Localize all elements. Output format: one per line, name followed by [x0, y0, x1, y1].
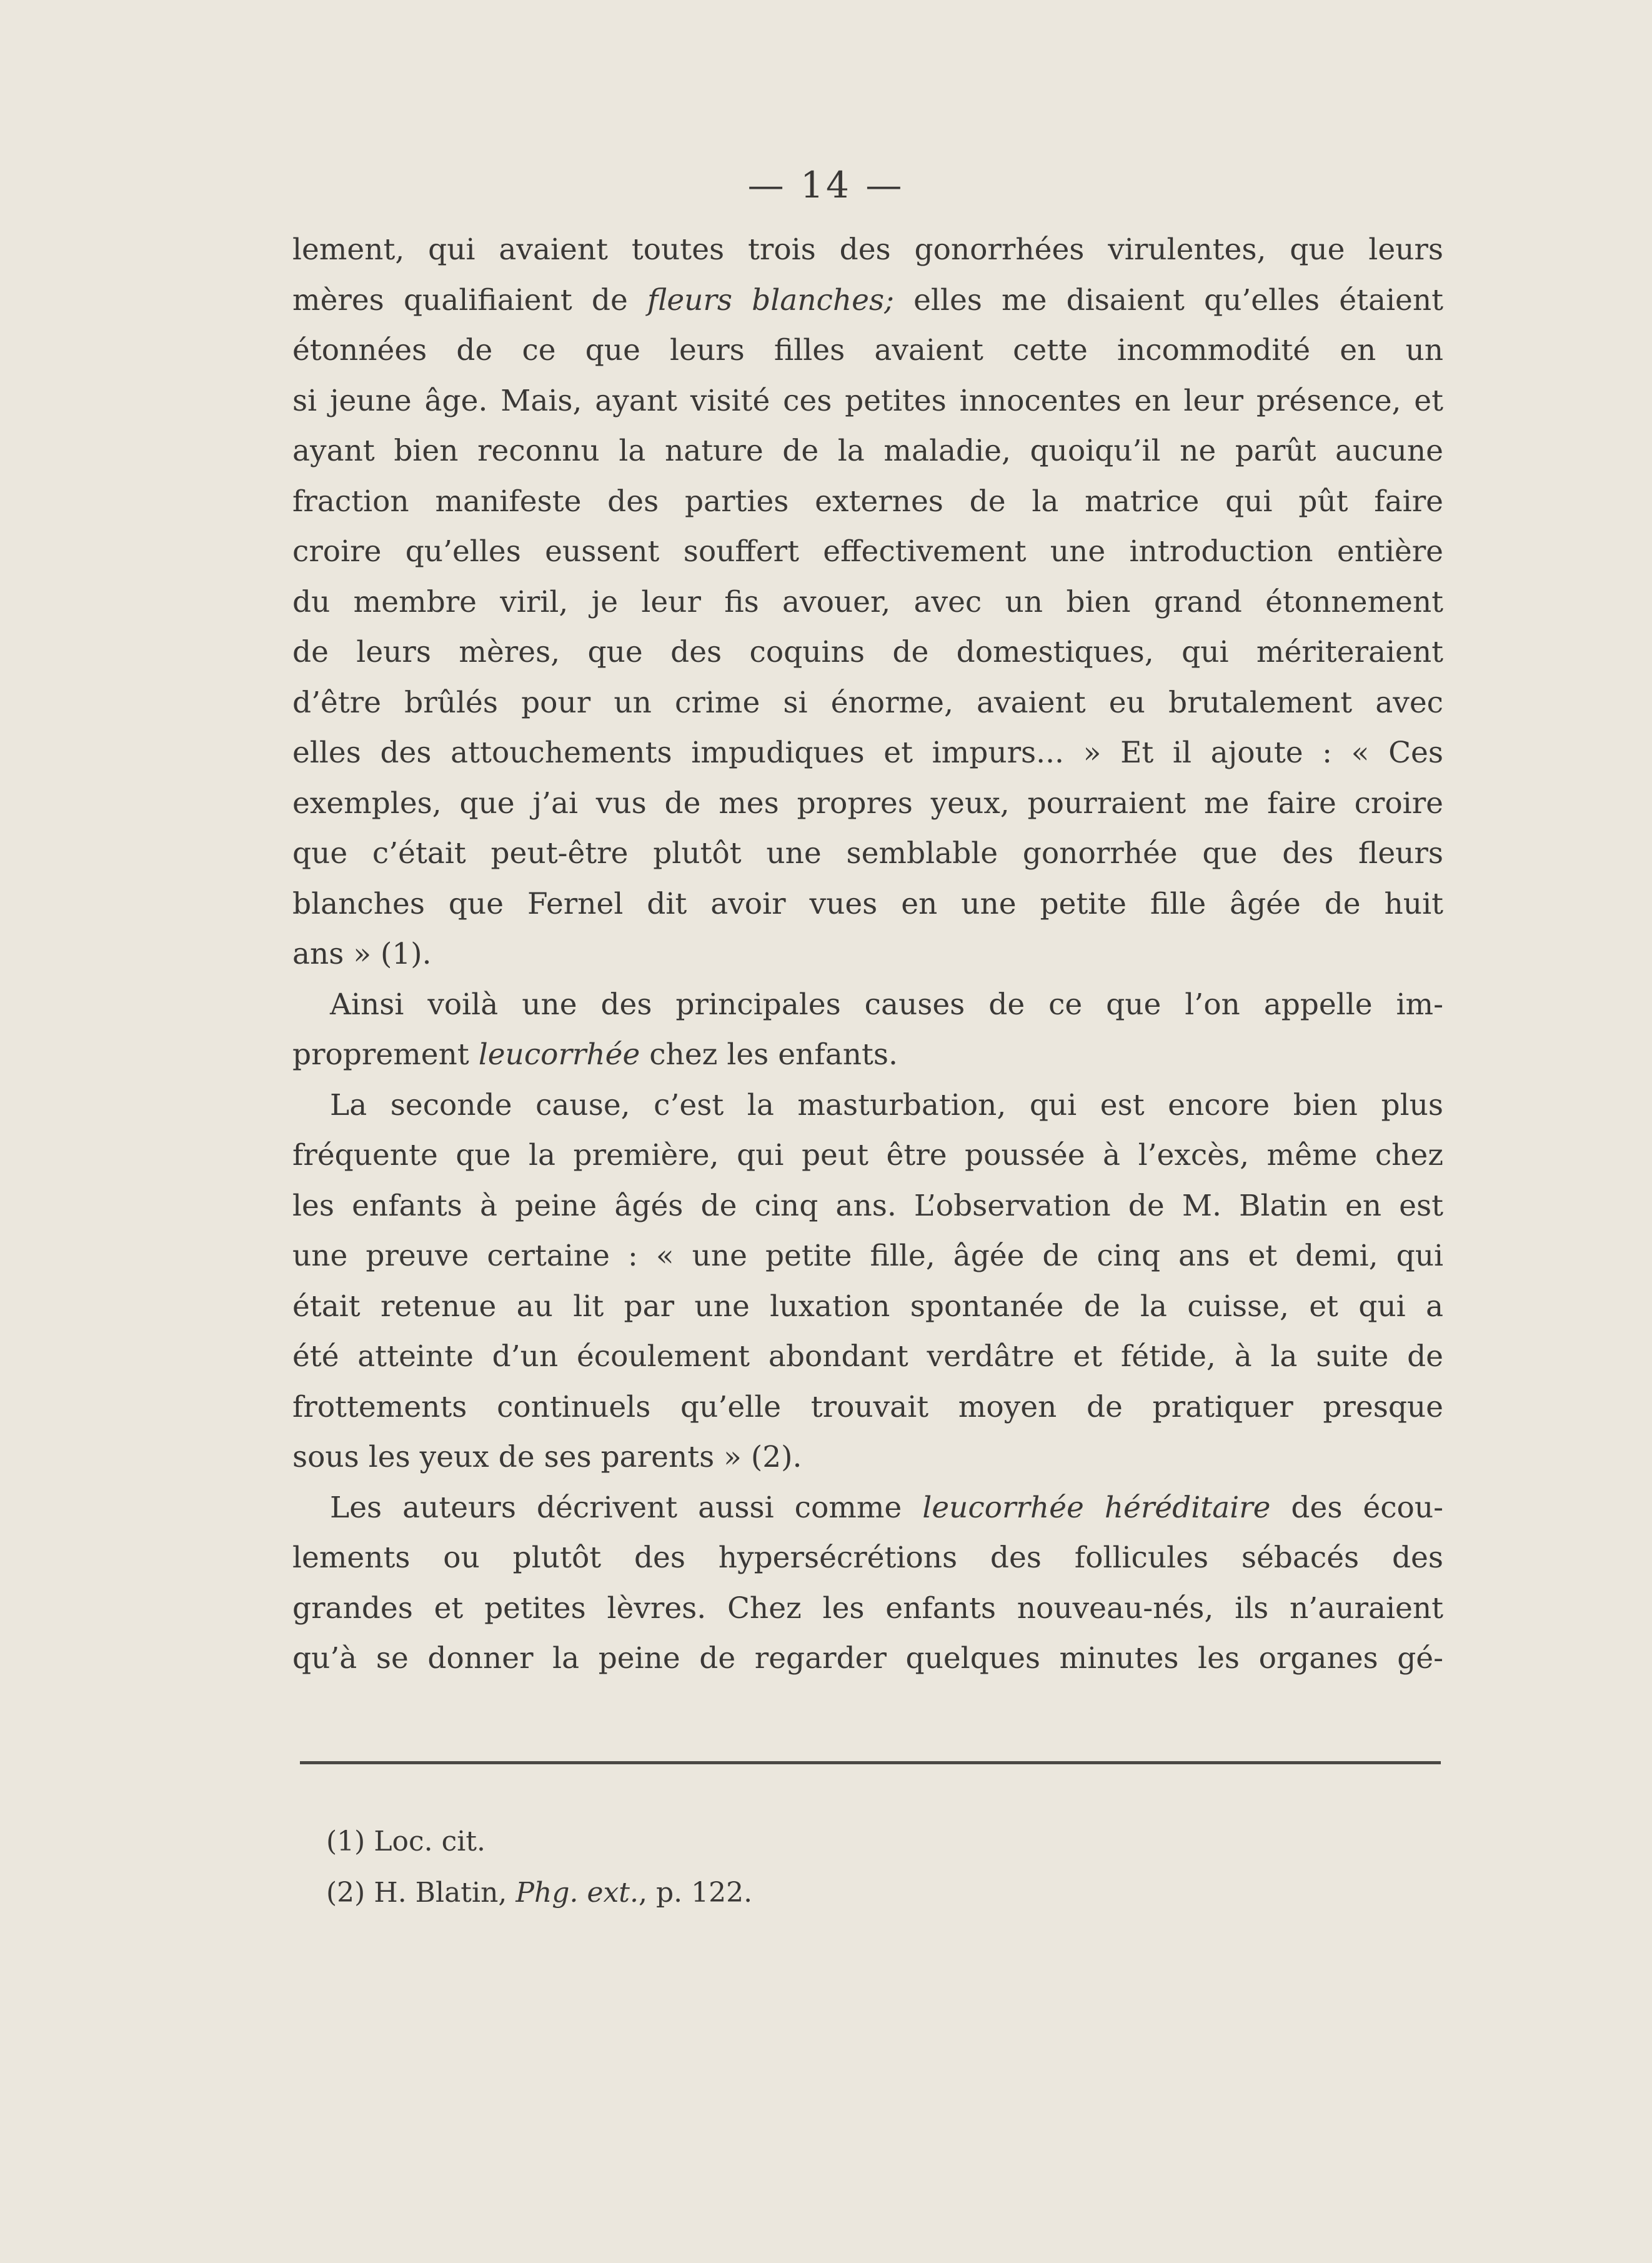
text-line: fraction manifeste des parties externes de la matrice qui pût faire [292, 484, 1443, 519]
paragraph-line [292, 728, 1443, 779]
text-line: chez les enfants. [640, 1037, 898, 1072]
paragraph-line [292, 980, 1443, 1031]
text-line: si jeune âge. Mais, ayant visité ces petites innocentes en leur présence, et [292, 383, 1443, 418]
italic-phrase: leucorrhée héréditaire [922, 1490, 1271, 1525]
paragraph-line [292, 1584, 1443, 1634]
text-line: Les auteurs décrivent aussi comme [330, 1490, 923, 1525]
paragraph-line [292, 1332, 1443, 1382]
italic-phrase: fleurs blanches; [647, 282, 894, 317]
paragraph-line [292, 376, 1443, 427]
footnote [326, 1816, 752, 1867]
text-line: étonnées de ce que leurs filles avaient cette incommodité en un [292, 333, 1443, 367]
text-line: des écou- [1270, 1490, 1443, 1525]
paragraph-line [292, 1131, 1443, 1181]
text-line: proprement [292, 1037, 479, 1072]
text-line: que c’était peut-être plutôt une semblable gonorrhée que des fleurs [292, 836, 1443, 871]
text-line: les enfants à peine âgés de cinq ans. L’observation de M. Blatin en est [292, 1188, 1443, 1223]
paragraph [292, 225, 1443, 276]
text-line: était retenue au lit par une luxation spontanée de la cuisse, et qui a [292, 1289, 1443, 1324]
paragraph-line [292, 276, 1443, 326]
text-line: ayant bien reconnu la nature de la maladie, quoiqu’il ne parût aucune [292, 434, 1443, 468]
text-line: frottements continuels qu’elle trouvait moyen de pratiquer presque [292, 1389, 1443, 1424]
text-line: grandes et petites lèvres. Chez les enfants nouveau-nés, ils n’auraient [292, 1591, 1443, 1626]
text-line: lement, qui avaient toutes trois des gonorrhées virulentes, que leurs [292, 232, 1443, 267]
text-line: blanches que Fernel dit avoir vues en une petite fille âgée de huit [292, 886, 1443, 921]
footnote-text: H. Blatin, [374, 1877, 516, 1909]
text-line: lements ou plutôt des hypersécrétions des follicules sébacés des [292, 1541, 1443, 1575]
text-line: Ainsi voilà une des principales causes de ce que l’on appelle im- [330, 987, 1443, 1022]
page-number: — 14 — [747, 164, 905, 206]
text-line: mères qualifiaient de [292, 282, 647, 317]
text-line: elles me disaient qu’elles étaient [893, 282, 1443, 317]
paragraph-line [292, 1181, 1443, 1232]
paragraph-line [292, 1382, 1443, 1433]
footnotes [326, 1816, 752, 1919]
text-line: d’être brûlés pour un crime si énorme, avaient eu brutalement avec [292, 685, 1443, 720]
paragraph-line [292, 627, 1443, 678]
paragraph-line [292, 1030, 1443, 1081]
paragraph-line [292, 326, 1443, 376]
paragraph-line [292, 779, 1443, 829]
paragraph-line [292, 527, 1443, 577]
text-line: qu’à se donner la peine de regarder quelques minutes les organes gé- [292, 1641, 1443, 1676]
text-line: été atteinte d’un écoulement abondant verdâtre et fétide, à la suite de [292, 1339, 1443, 1374]
paragraph-line [292, 1081, 1443, 1131]
paragraph-line [292, 879, 1443, 930]
body-text [292, 225, 1443, 1684]
footnote-text: , p. 122. [638, 1877, 753, 1909]
text-line: de leurs mères, que des coquins de domestiques, qui mériteraient [292, 635, 1443, 669]
text-line: ans » (1). [292, 937, 432, 971]
paragraph-line [292, 477, 1443, 527]
text-line: exemples, que j’ai vus de mes propres yeux, pourraient me faire croire [292, 786, 1443, 821]
paragraph-line [292, 678, 1443, 729]
paragraph-line [292, 577, 1443, 628]
text-line: fréquente que la première, qui peut être poussée à l’excès, même chez [292, 1138, 1443, 1172]
footnote-divider [300, 1761, 1441, 1764]
paragraph-line [292, 1231, 1443, 1282]
italic-phrase: leucorrhée [478, 1037, 640, 1072]
paragraph-line [292, 929, 1443, 980]
paragraph-line [292, 1634, 1443, 1684]
footnote-italic: Phg. ext. [515, 1877, 639, 1909]
text-line: du membre viril, je leur fis avouer, avec un bien grand étonnement [292, 584, 1443, 619]
text-line: croire qu’elles eussent souffert effectivement une introduction entière [292, 534, 1443, 569]
text-line: La seconde cause, c’est la masturbation, qui est encore bien plus [330, 1087, 1443, 1122]
text-line: sous les yeux de ses parents » (2). [292, 1440, 802, 1474]
paragraph-line [292, 1282, 1443, 1332]
text-line: une preuve certaine : « une petite fille, âgée de cinq ans et demi, qui [292, 1239, 1443, 1273]
text-line: elles des attouchements impudiques et impurs... » Et il ajoute : « Ces [292, 736, 1443, 770]
paragraph-line [292, 829, 1443, 879]
paragraph-line [292, 1432, 1443, 1483]
footnote-marker: (2) [326, 1877, 366, 1909]
paragraph-line [292, 1533, 1443, 1584]
footnote-text: Loc. cit. [374, 1826, 486, 1857]
footnote [326, 1867, 752, 1919]
footnote-marker: (1) [326, 1826, 366, 1857]
paragraph-line [292, 426, 1443, 477]
paragraph-line [292, 1483, 1443, 1534]
